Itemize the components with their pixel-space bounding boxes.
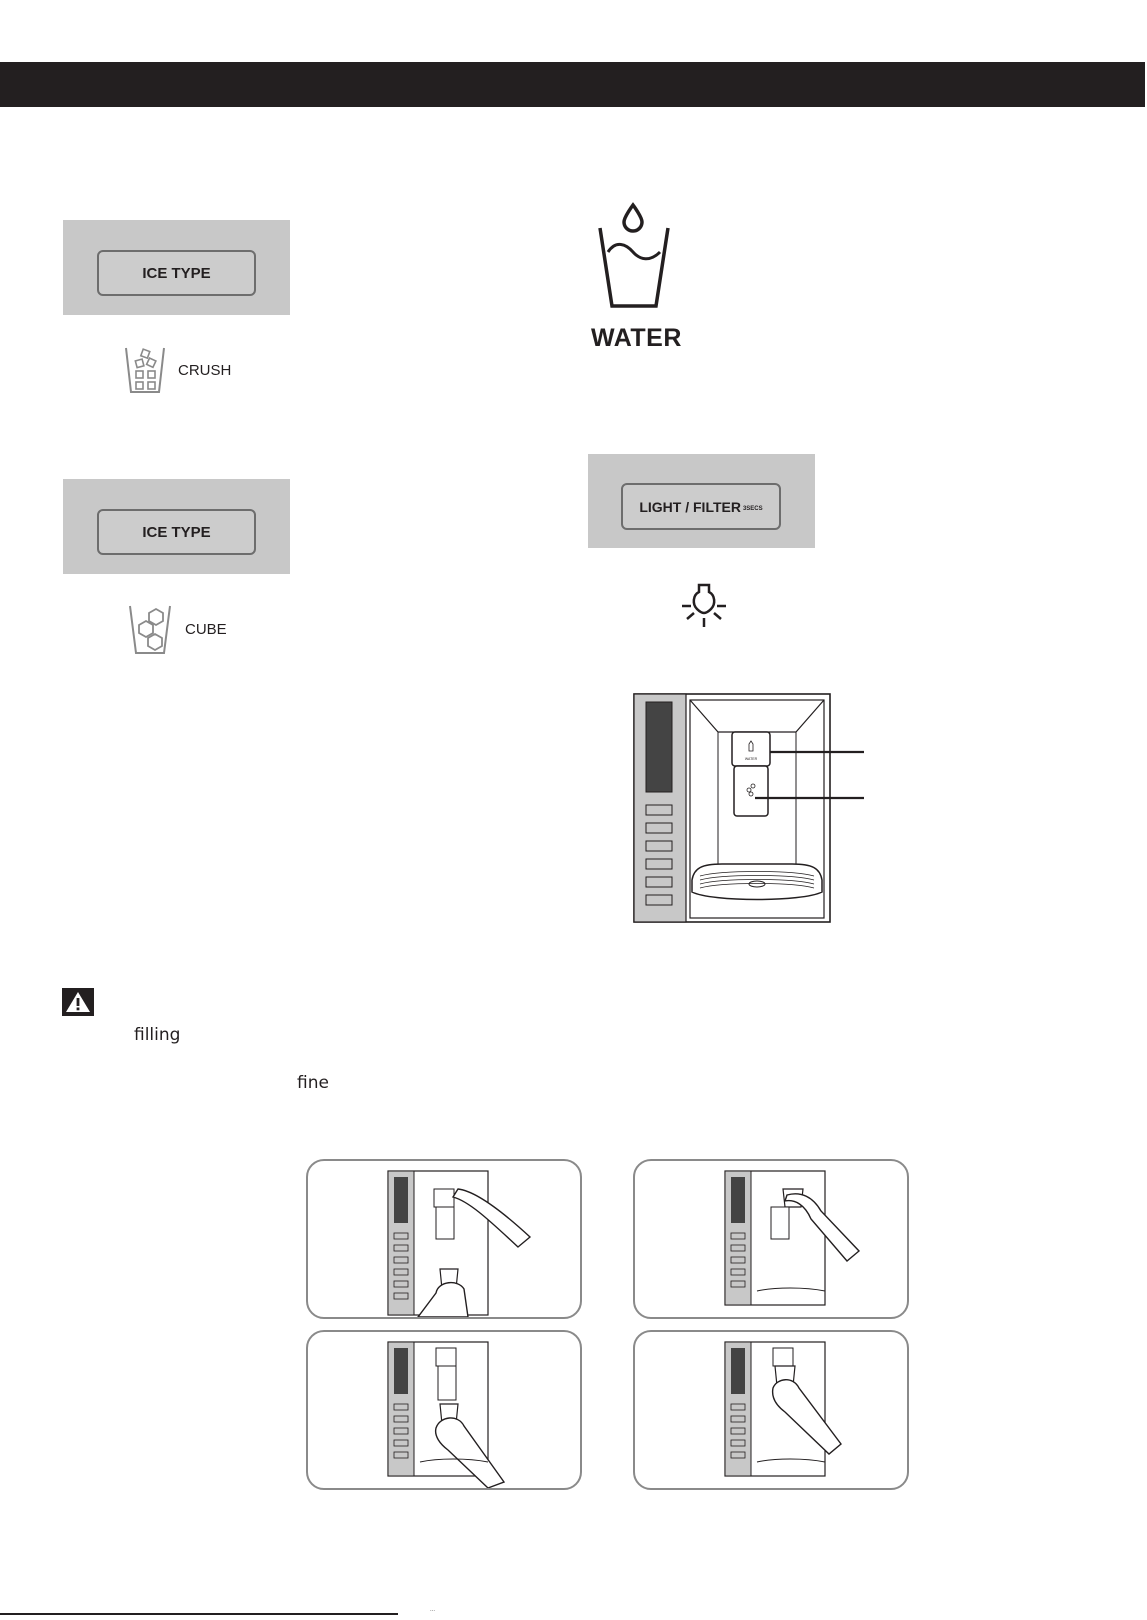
dispenser-diagram [632,692,872,931]
step-illustration-water [306,1159,582,1319]
cube-label: CUBE [185,621,227,638]
ice-type-panel-crush [63,220,290,315]
note-word-filling: filling [134,1025,181,1045]
note-word-fine: fine [297,1073,329,1093]
step-illustration-ice [306,1330,582,1490]
ice-type-button[interactable]: ICE TYPE [97,509,256,555]
light-filter-button[interactable] [621,483,781,530]
light-bulb-icon [678,582,730,635]
crush-label: CRUSH [178,362,232,379]
warning-icon [62,988,94,1016]
header-bar [0,62,1145,107]
water-label: WATER [591,324,682,352]
light-filter-sub-label: 3SECS [742,505,763,512]
paddle-water-label: WATER [744,757,758,761]
cube-ice-icon [128,603,174,660]
step-illustration-ice-cup [633,1330,909,1490]
water-glass-icon [596,200,676,317]
footer-rule [0,1613,398,1615]
light-filter-panel [588,454,815,548]
light-filter-label: LIGHT / FILTER [639,498,741,515]
ice-type-panel-cube [63,479,290,574]
footer-text: ... [430,1607,436,1613]
ice-type-button[interactable]: ICE TYPE [97,250,256,296]
step-illustration-water-cup [633,1159,909,1319]
crush-ice-icon [124,345,166,400]
